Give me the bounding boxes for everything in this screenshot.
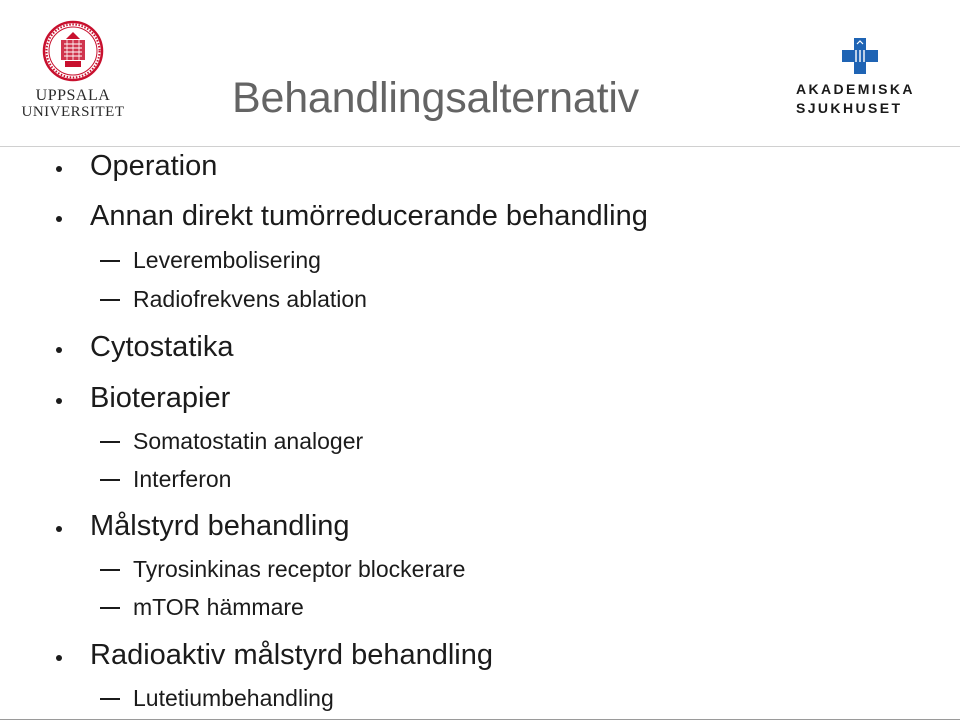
dash-marker [100,479,120,481]
sub-bullet-item [0,247,960,277]
bullet-marker [56,347,62,353]
dash-marker [100,441,120,443]
uppsala-logo-line1: UPPSALA [35,87,111,104]
bullet-marker [56,398,62,404]
bullet-marker [56,216,62,222]
bullet-text: Målstyrd behandling [90,510,350,542]
bullet-item [0,331,960,367]
sub-bullet-item [0,594,960,624]
uppsala-logo-line2: UNIVERSITET [21,104,125,120]
university-seal-icon [42,20,104,82]
bullet-text: Annan direkt tumörreducerande behandling [90,200,648,232]
bullet-item [0,200,960,236]
bullet-text: Somatostatin analoger [133,428,364,454]
dash-marker [100,569,120,571]
dash-marker [100,607,120,609]
akademiska-logo-line1: AKADEMISKA [796,81,915,97]
bullet-text: Cytostatika [90,331,234,363]
dash-marker [100,698,120,700]
bullet-text: Bioterapier [90,382,231,414]
sub-bullet-item [0,556,960,586]
sub-bullet-item [0,286,960,316]
bullet-marker [56,526,62,532]
akademiska-logo-line2: SJUKHUSET [796,100,903,116]
sub-bullet-item [0,428,960,458]
bullet-text: Operation [90,150,218,182]
blue-cross-icon [842,38,878,74]
bullet-item [0,510,960,546]
bullet-text: Leverembolisering [133,247,321,273]
bullet-text: Tyrosinkinas receptor blockerare [133,556,466,582]
sub-bullet-item [0,685,960,715]
uppsala-universitet-logo [18,20,128,121]
bullet-marker [56,655,62,661]
dash-marker [100,260,120,262]
bullet-text: Radioaktiv målstyrd behandling [90,639,493,671]
bullet-marker [56,166,62,172]
bullet-item [0,382,960,418]
bullet-text: Radiofrekvens ablation [133,286,367,312]
akademiska-sjukhuset-logo [796,38,936,118]
slide-title: Behandlingsalternativ [232,74,639,122]
header-divider [0,146,960,147]
sub-bullet-item [0,466,960,496]
bullet-item [0,150,960,186]
bullet-text: mTOR hämmare [133,594,304,620]
dash-marker [100,299,120,301]
bullet-item [0,639,960,675]
bullet-text: Lutetiumbehandling [133,685,334,711]
bullet-text: Interferon [133,466,232,492]
